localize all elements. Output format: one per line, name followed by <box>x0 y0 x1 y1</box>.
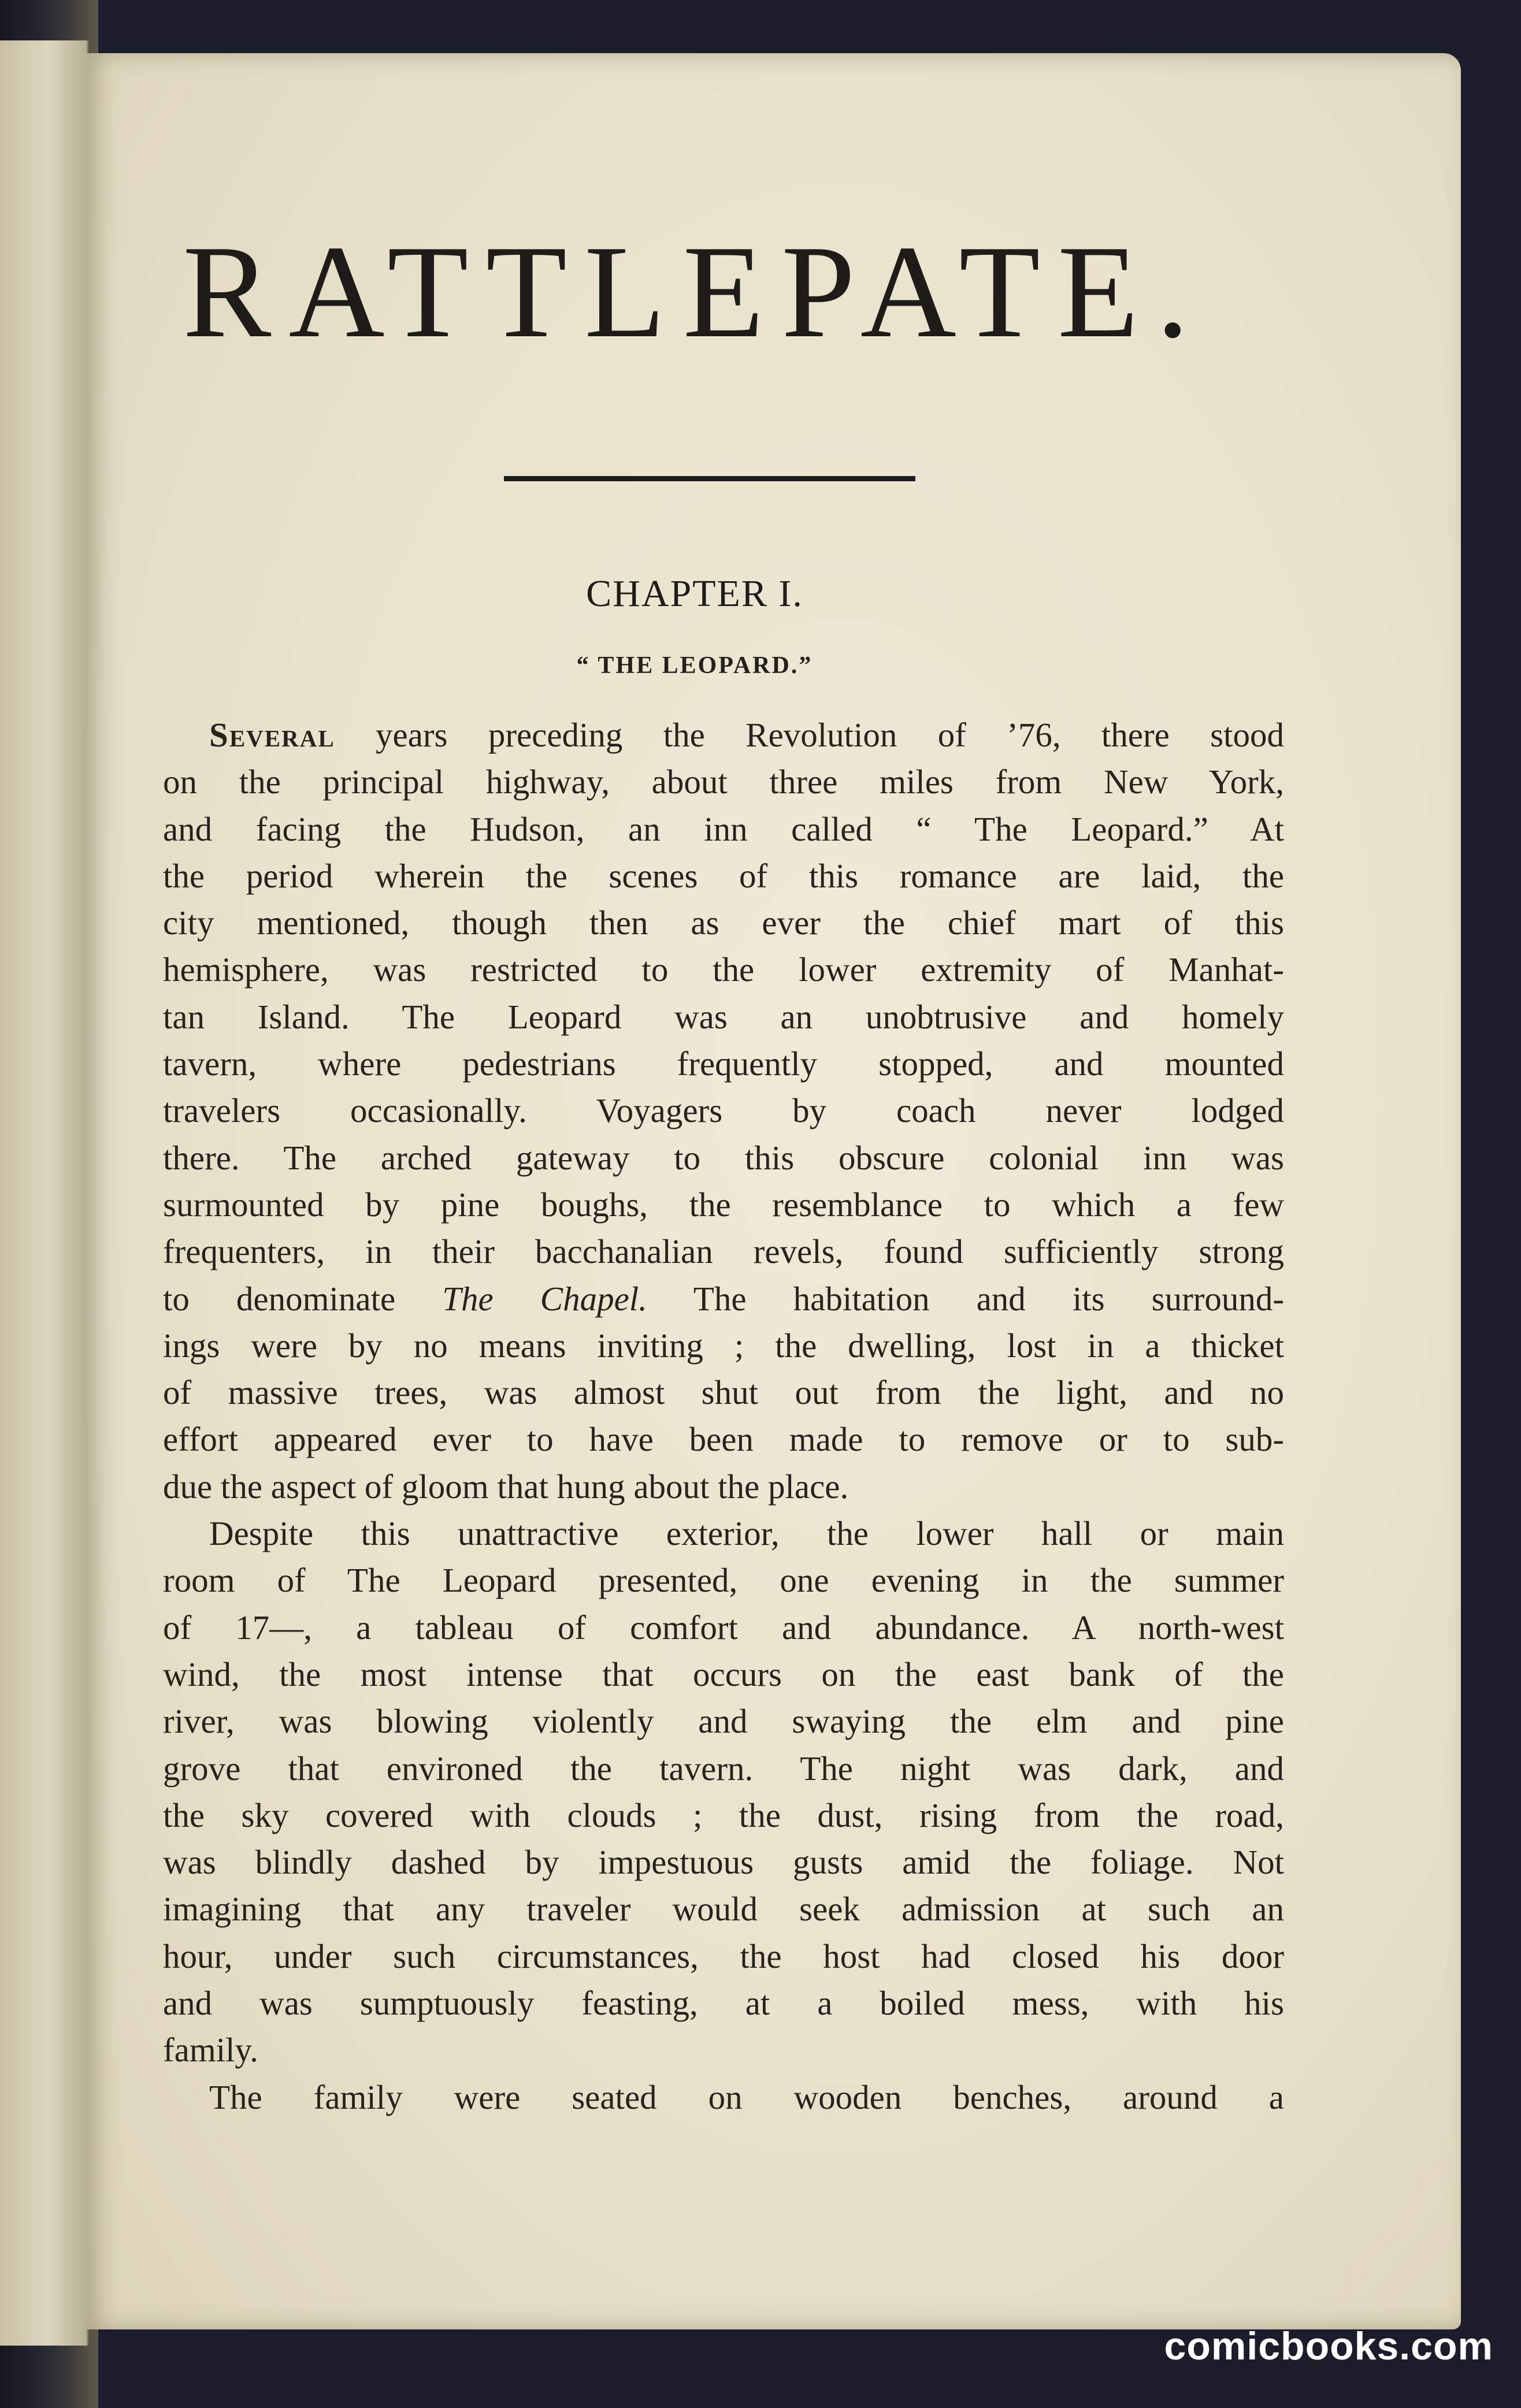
text-fragment: years preceding the Revolution of ’76, there stood <box>335 716 1284 754</box>
title-rule <box>504 476 915 481</box>
text-line: surmounted by pine boughs, the resemblance to which a few <box>163 1185 1284 1224</box>
text-line: the period wherein the scenes of this romance are laid, the <box>163 856 1284 895</box>
text-line: hemisphere, was restricted to the lower extremity of Manhat- <box>163 950 1284 989</box>
previous-page-edge <box>0 40 88 2346</box>
text-line: hour, under such circumstances, the host had closed his door <box>163 1937 1284 1975</box>
text-line: city mentioned, though then as ever the chief mart of this <box>163 904 1284 942</box>
text-line: tavern, where pedestrians frequently stopped, and mounted <box>163 1045 1284 1083</box>
text-fragment: to denominate <box>163 1279 443 1318</box>
text-line <box>163 712 1284 759</box>
text-line: on the principal highway, about three miles from New York, <box>163 763 1284 801</box>
text-line: and was sumptuously feasting, at a boiled mess, with his <box>163 1984 1284 2023</box>
text-line: of massive trees, was almost shut out from the light, and no <box>163 1373 1284 1412</box>
text-line: room of The Leopard presented, one evening in the summer <box>163 1561 1284 1600</box>
text-line: family. <box>163 2031 258 2069</box>
text-line: river, was blowing violently and swaying the elm and pine <box>163 1702 1284 1741</box>
chapter-subtitle: “ THE LEOPARD.” <box>576 652 813 679</box>
text-line: due the aspect of gloom that hung about the place. <box>163 1467 849 1506</box>
text-line: the sky covered with clouds ; the dust, rising from the road, <box>163 1796 1284 1834</box>
text-line: there. The arched gateway to this obscure colonial inn was <box>163 1138 1284 1177</box>
text-line: tan Island. The Leopard was an unobtrusive and homely <box>163 997 1284 1036</box>
text-line: The family were seated on wooden benches, around a <box>209 2078 1284 2116</box>
text-line: imagining that any traveler would seek admission at such an <box>163 1890 1284 1928</box>
text-fragment: The habitation and its surround- <box>647 1279 1284 1318</box>
text-line <box>163 1276 1284 1322</box>
text-line: wind, the most intense that occurs on the east bank of the <box>163 1655 1284 1693</box>
text-line: was blindly dashed by impestuous gusts amid the foliage. Not <box>163 1843 1284 1882</box>
text-line: travelers occasionally. Voyagers by coach never lodged <box>163 1091 1284 1130</box>
text-line: frequenters, in their bacchanalian revels, found sufficiently strong <box>163 1232 1284 1271</box>
text-line: and facing the Hudson, an inn called “ The Leopard.” At <box>163 809 1284 848</box>
small-caps-word: Several <box>209 716 335 754</box>
chapter-heading: CHAPTER I. <box>586 573 803 615</box>
text-line: grove that environed the tavern. The night was dark, and <box>163 1749 1284 1788</box>
text-line: effort appeared ever to have been made to remove or to sub- <box>163 1420 1284 1459</box>
text-line: ings were by no means inviting ; the dwelling, lost in a thicket <box>163 1326 1284 1365</box>
italic-title: The Chapel. <box>442 1279 647 1318</box>
site-watermark: comicbooks.com <box>1164 2324 1493 2368</box>
book-title: RATTLEPATE. <box>183 218 1207 365</box>
text-line: of 17—, a tableau of comfort and abundance. A north-west <box>163 1608 1284 1647</box>
body-text <box>163 712 1284 2121</box>
text-line: Despite this unattractive exterior, the lower hall or main <box>209 1514 1284 1553</box>
